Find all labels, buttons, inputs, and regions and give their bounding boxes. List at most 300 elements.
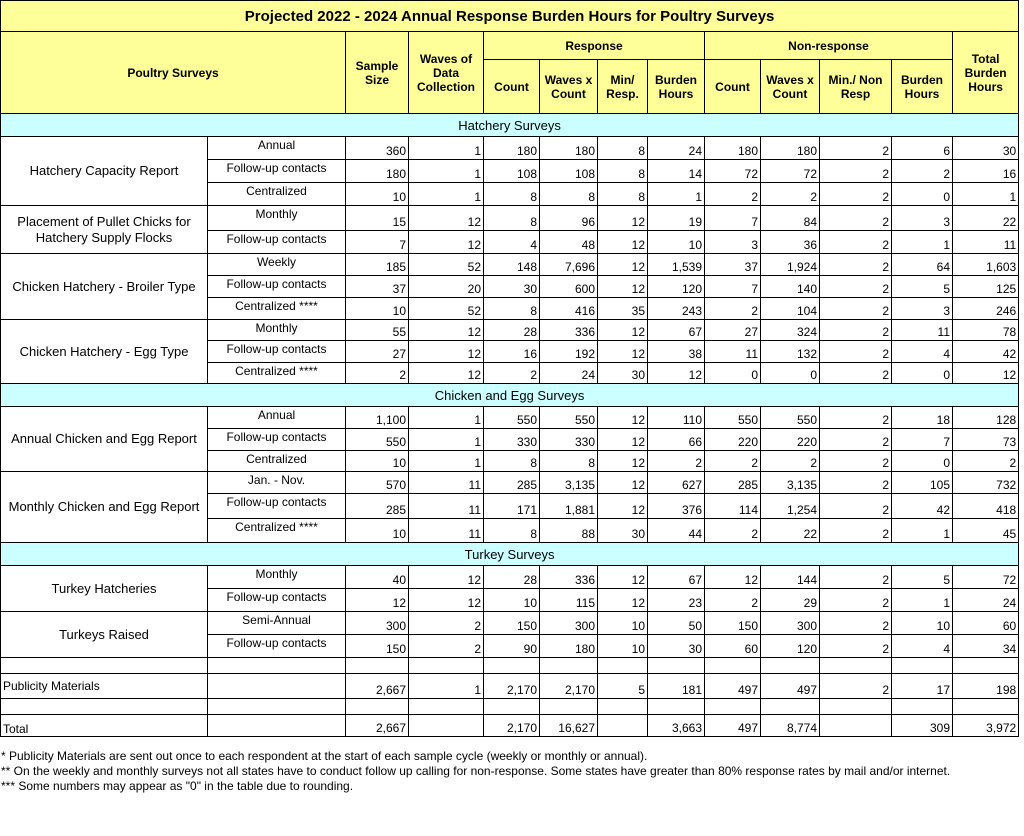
section-row <box>1 384 1019 407</box>
survey-frequency: Follow-up contacts <box>208 494 346 519</box>
value-cell: 150 <box>346 635 409 658</box>
empty-cell <box>953 699 1019 715</box>
empty-cell <box>761 699 820 715</box>
value-cell: 19 <box>648 206 705 231</box>
value-cell: 144 <box>761 566 820 589</box>
survey-frequency: Follow-up contacts <box>208 231 346 254</box>
value-cell: 18 <box>892 407 953 429</box>
value-cell: 220 <box>705 429 761 451</box>
value-cell: 12 <box>598 589 648 612</box>
header-poultry-surveys: Poultry Surveys <box>1 32 346 114</box>
value-cell: 300 <box>540 612 598 635</box>
empty-cell <box>208 715 346 737</box>
value-cell: 1 <box>892 231 953 254</box>
value-cell: 67 <box>648 566 705 589</box>
value-cell: 38 <box>648 341 705 363</box>
footnote-1: * Publicity Materials are sent out once to each respondent at the start of each sample cycle (weekly or monthly or annual). <box>1 749 648 763</box>
empty-cell <box>820 699 892 715</box>
value-cell: 309 <box>892 715 953 737</box>
value-cell: 0 <box>892 363 953 384</box>
value-cell: 5 <box>892 566 953 589</box>
empty-cell <box>540 658 598 674</box>
table-row <box>1 320 1019 341</box>
value-cell: 336 <box>540 566 598 589</box>
empty-cell <box>540 699 598 715</box>
value-cell: 72 <box>953 566 1019 589</box>
value-cell: 2 <box>820 612 892 635</box>
value-cell: 497 <box>705 674 761 699</box>
value-cell: 2 <box>820 635 892 658</box>
value-cell: 108 <box>484 160 540 183</box>
value-cell: 2 <box>820 566 892 589</box>
value-cell: 2 <box>820 519 892 543</box>
value-cell: 600 <box>540 276 598 298</box>
value-cell: 2 <box>705 451 761 472</box>
value-cell: 110 <box>648 407 705 429</box>
survey-frequency: Follow-up contacts <box>208 589 346 612</box>
header-min-non-resp: Min./ Non Resp <box>820 60 892 114</box>
value-cell: 2 <box>820 363 892 384</box>
value-cell: 22 <box>953 206 1019 231</box>
table-row <box>1 137 1019 160</box>
table-title: Projected 2022 - 2024 Annual Response Burden Hours for Poultry Surveys <box>1 1 1019 32</box>
value-cell <box>409 715 484 737</box>
value-cell: 4 <box>892 341 953 363</box>
value-cell: 17 <box>892 674 953 699</box>
value-cell: 2 <box>761 183 820 206</box>
value-cell: 550 <box>540 407 598 429</box>
survey-frequency: Annual <box>208 407 346 429</box>
value-cell: 324 <box>761 320 820 341</box>
value-cell: 0 <box>892 183 953 206</box>
total-row <box>1 715 1019 737</box>
value-cell: 7 <box>705 276 761 298</box>
value-cell: 108 <box>540 160 598 183</box>
value-cell: 7 <box>892 429 953 451</box>
empty-cell <box>1 699 208 715</box>
value-cell: 300 <box>346 612 409 635</box>
empty-cell <box>346 699 409 715</box>
header-non-response: Non-response <box>705 32 953 60</box>
value-cell: 1,254 <box>761 494 820 519</box>
survey-name: Annual Chicken and Egg Report <box>1 407 208 472</box>
blank-row <box>1 658 1019 674</box>
value-cell: 27 <box>705 320 761 341</box>
value-cell: 12 <box>409 231 484 254</box>
value-cell: 34 <box>953 635 1019 658</box>
value-cell: 418 <box>953 494 1019 519</box>
value-cell: 2 <box>820 298 892 320</box>
value-cell: 2 <box>705 519 761 543</box>
value-cell: 16 <box>484 341 540 363</box>
publicity-label: Publicity Materials <box>1 674 208 699</box>
value-cell: 11 <box>892 320 953 341</box>
value-cell: 6 <box>892 137 953 160</box>
value-cell: 7,696 <box>540 254 598 276</box>
value-cell: 220 <box>761 429 820 451</box>
empty-cell <box>648 699 705 715</box>
survey-frequency: Follow-up contacts <box>208 429 346 451</box>
value-cell: 52 <box>409 298 484 320</box>
value-cell: 2 <box>346 363 409 384</box>
header-count: Count <box>484 60 540 114</box>
value-cell: 8 <box>598 160 648 183</box>
footnotes <box>1 749 1019 794</box>
value-cell: 30 <box>598 363 648 384</box>
value-cell: 64 <box>892 254 953 276</box>
value-cell: 90 <box>484 635 540 658</box>
value-cell: 96 <box>540 206 598 231</box>
value-cell: 2 <box>705 589 761 612</box>
value-cell: 125 <box>953 276 1019 298</box>
value-cell: 181 <box>648 674 705 699</box>
value-cell: 4 <box>484 231 540 254</box>
value-cell: 20 <box>409 276 484 298</box>
section-header-hatchery: Hatchery Surveys <box>1 114 1019 137</box>
value-cell: 376 <box>648 494 705 519</box>
value-cell: 2 <box>484 363 540 384</box>
value-cell: 8 <box>484 183 540 206</box>
value-cell: 2,667 <box>346 674 409 699</box>
value-cell: 14 <box>648 160 705 183</box>
value-cell: 2 <box>820 472 892 494</box>
value-cell: 3,972 <box>953 715 1019 737</box>
value-cell: 5 <box>892 276 953 298</box>
value-cell <box>598 715 648 737</box>
table-row <box>1 612 1019 635</box>
value-cell: 120 <box>648 276 705 298</box>
value-cell: 132 <box>761 341 820 363</box>
value-cell: 4 <box>892 635 953 658</box>
value-cell: 3 <box>892 206 953 231</box>
value-cell: 60 <box>953 612 1019 635</box>
empty-cell <box>208 699 346 715</box>
empty-cell <box>208 674 346 699</box>
value-cell: 114 <box>705 494 761 519</box>
value-cell: 185 <box>346 254 409 276</box>
value-cell: 60 <box>705 635 761 658</box>
value-cell: 30 <box>598 519 648 543</box>
value-cell: 1,924 <box>761 254 820 276</box>
value-cell: 0 <box>892 451 953 472</box>
survey-frequency: Monthly <box>208 320 346 341</box>
empty-cell <box>761 658 820 674</box>
value-cell: 28 <box>484 566 540 589</box>
survey-frequency: Weekly <box>208 254 346 276</box>
value-cell: 12 <box>705 566 761 589</box>
value-cell: 2 <box>409 612 484 635</box>
value-cell: 1 <box>409 429 484 451</box>
value-cell: 2,170 <box>484 674 540 699</box>
value-cell: 171 <box>484 494 540 519</box>
survey-frequency: Semi-Annual <box>208 612 346 635</box>
value-cell: 35 <box>598 298 648 320</box>
value-cell: 11 <box>409 519 484 543</box>
survey-frequency: Annual <box>208 137 346 160</box>
empty-cell <box>598 699 648 715</box>
value-cell: 2 <box>820 341 892 363</box>
footnote-3: *** Some numbers may appear as "0" in the table due to rounding. <box>1 779 354 793</box>
value-cell: 2 <box>820 137 892 160</box>
value-cell: 1 <box>953 183 1019 206</box>
value-cell: 12 <box>598 566 648 589</box>
empty-cell <box>892 658 953 674</box>
footnote-2: ** On the weekly and monthly surveys not all states have to conduct follow up calling for non-response. Some states have greater than 80% response rates by mail and/or internet. <box>1 764 951 778</box>
value-cell: 45 <box>953 519 1019 543</box>
value-cell: 330 <box>540 429 598 451</box>
value-cell: 8 <box>540 451 598 472</box>
empty-cell <box>484 699 540 715</box>
value-cell: 2 <box>705 298 761 320</box>
survey-frequency: Monthly <box>208 566 346 589</box>
value-cell: 48 <box>540 231 598 254</box>
value-cell: 12 <box>598 494 648 519</box>
value-cell: 3,663 <box>648 715 705 737</box>
value-cell: 12 <box>598 254 648 276</box>
value-cell: 12 <box>598 320 648 341</box>
value-cell: 7 <box>346 231 409 254</box>
value-cell: 497 <box>705 715 761 737</box>
value-cell: 50 <box>648 612 705 635</box>
value-cell: 12 <box>409 566 484 589</box>
value-cell: 3,135 <box>540 472 598 494</box>
value-cell: 2,170 <box>540 674 598 699</box>
value-cell: 2 <box>820 206 892 231</box>
survey-frequency: Centralized **** <box>208 298 346 320</box>
value-cell: 11 <box>409 494 484 519</box>
value-cell: 30 <box>648 635 705 658</box>
value-cell: 15 <box>346 206 409 231</box>
value-cell: 8 <box>484 451 540 472</box>
value-cell: 2 <box>409 635 484 658</box>
section-row <box>1 543 1019 566</box>
value-cell: 2 <box>953 451 1019 472</box>
survey-frequency: Follow-up contacts <box>208 341 346 363</box>
value-cell: 550 <box>705 407 761 429</box>
value-cell: 243 <box>648 298 705 320</box>
value-cell: 285 <box>705 472 761 494</box>
survey-frequency: Centralized <box>208 183 346 206</box>
value-cell: 140 <box>761 276 820 298</box>
value-cell: 2 <box>820 320 892 341</box>
header-nr-waves-x-count: Waves x Count <box>761 60 820 114</box>
value-cell: 11 <box>409 472 484 494</box>
value-cell: 336 <box>540 320 598 341</box>
value-cell: 12 <box>409 206 484 231</box>
value-cell: 8 <box>598 183 648 206</box>
value-cell: 8 <box>598 137 648 160</box>
table-row <box>1 254 1019 276</box>
value-cell: 10 <box>346 519 409 543</box>
value-cell: 44 <box>648 519 705 543</box>
value-cell: 12 <box>409 341 484 363</box>
value-cell: 1 <box>409 183 484 206</box>
empty-cell <box>409 658 484 674</box>
empty-cell <box>705 658 761 674</box>
section-header-turkey: Turkey Surveys <box>1 543 1019 566</box>
value-cell: 148 <box>484 254 540 276</box>
value-cell: 84 <box>761 206 820 231</box>
header-response: Response <box>484 32 705 60</box>
survey-name: Chicken Hatchery - Broiler Type <box>1 254 208 320</box>
table-row <box>1 472 1019 494</box>
value-cell: 2 <box>820 407 892 429</box>
empty-cell <box>892 699 953 715</box>
value-cell: 2 <box>820 183 892 206</box>
value-cell: 2 <box>820 276 892 298</box>
value-cell: 0 <box>761 363 820 384</box>
value-cell: 497 <box>761 674 820 699</box>
value-cell: 285 <box>484 472 540 494</box>
value-cell: 1 <box>409 674 484 699</box>
empty-cell <box>648 658 705 674</box>
value-cell: 180 <box>346 160 409 183</box>
value-cell: 128 <box>953 407 1019 429</box>
value-cell: 73 <box>953 429 1019 451</box>
survey-name: Placement of Pullet Chicks for Hatchery Supply Flocks <box>1 206 208 254</box>
survey-frequency: Centralized <box>208 451 346 472</box>
value-cell: 8 <box>540 183 598 206</box>
value-cell: 1 <box>892 589 953 612</box>
value-cell: 16,627 <box>540 715 598 737</box>
empty-cell <box>1 658 208 674</box>
value-cell: 246 <box>953 298 1019 320</box>
value-cell: 1 <box>648 183 705 206</box>
value-cell: 11 <box>705 341 761 363</box>
value-cell: 2 <box>648 451 705 472</box>
value-cell: 52 <box>409 254 484 276</box>
value-cell: 88 <box>540 519 598 543</box>
header-min-resp: Min/ Resp. <box>598 60 648 114</box>
value-cell: 23 <box>648 589 705 612</box>
value-cell: 2 <box>820 231 892 254</box>
empty-cell <box>598 658 648 674</box>
value-cell: 12 <box>598 407 648 429</box>
survey-name: Turkey Hatcheries <box>1 566 208 612</box>
value-cell: 72 <box>761 160 820 183</box>
value-cell: 1 <box>409 137 484 160</box>
value-cell: 8,774 <box>761 715 820 737</box>
value-cell: 12 <box>598 451 648 472</box>
value-cell: 150 <box>484 612 540 635</box>
value-cell: 105 <box>892 472 953 494</box>
value-cell: 1 <box>409 160 484 183</box>
value-cell: 12 <box>409 589 484 612</box>
value-cell: 2 <box>892 160 953 183</box>
value-cell: 7 <box>705 206 761 231</box>
value-cell: 28 <box>484 320 540 341</box>
value-cell <box>820 715 892 737</box>
value-cell: 115 <box>540 589 598 612</box>
value-cell: 285 <box>346 494 409 519</box>
value-cell: 12 <box>598 206 648 231</box>
value-cell: 1 <box>409 451 484 472</box>
value-cell: 5 <box>598 674 648 699</box>
value-cell: 10 <box>598 612 648 635</box>
survey-name: Chicken Hatchery - Egg Type <box>1 320 208 384</box>
value-cell: 12 <box>598 472 648 494</box>
survey-name: Monthly Chicken and Egg Report <box>1 472 208 543</box>
empty-cell <box>346 658 409 674</box>
value-cell: 30 <box>484 276 540 298</box>
value-cell: 1,539 <box>648 254 705 276</box>
empty-cell <box>953 658 1019 674</box>
value-cell: 2 <box>820 494 892 519</box>
table-row <box>1 407 1019 429</box>
empty-cell <box>409 699 484 715</box>
value-cell: 12 <box>598 276 648 298</box>
value-cell: 72 <box>705 160 761 183</box>
value-cell: 12 <box>409 363 484 384</box>
value-cell: 12 <box>409 320 484 341</box>
value-cell: 10 <box>648 231 705 254</box>
value-cell: 40 <box>346 566 409 589</box>
value-cell: 550 <box>761 407 820 429</box>
value-cell: 10 <box>598 635 648 658</box>
value-cell: 3 <box>705 231 761 254</box>
value-cell: 2 <box>820 589 892 612</box>
value-cell: 2 <box>820 674 892 699</box>
total-label: Total <box>1 715 208 737</box>
value-cell: 27 <box>346 341 409 363</box>
value-cell: 120 <box>761 635 820 658</box>
value-cell: 2 <box>705 183 761 206</box>
value-cell: 12 <box>598 231 648 254</box>
header-waves-x-count: Waves x Count <box>540 60 598 114</box>
empty-cell <box>208 658 346 674</box>
table-row <box>1 566 1019 589</box>
value-cell: 2,667 <box>346 715 409 737</box>
value-cell: 180 <box>484 137 540 160</box>
empty-cell <box>820 658 892 674</box>
value-cell: 10 <box>346 298 409 320</box>
header-sample-size: Sample Size <box>346 32 409 114</box>
value-cell: 8 <box>484 519 540 543</box>
value-cell: 37 <box>705 254 761 276</box>
survey-frequency: Centralized **** <box>208 519 346 543</box>
value-cell: 1 <box>409 407 484 429</box>
value-cell: 10 <box>484 589 540 612</box>
value-cell: 12 <box>953 363 1019 384</box>
value-cell: 1 <box>892 519 953 543</box>
value-cell: 330 <box>484 429 540 451</box>
value-cell: 1,881 <box>540 494 598 519</box>
value-cell: 2 <box>761 451 820 472</box>
value-cell: 10 <box>892 612 953 635</box>
value-cell: 180 <box>705 137 761 160</box>
survey-frequency: Jan. - Nov. <box>208 472 346 494</box>
value-cell: 12 <box>598 341 648 363</box>
value-cell: 416 <box>540 298 598 320</box>
value-cell: 360 <box>346 137 409 160</box>
value-cell: 24 <box>648 137 705 160</box>
value-cell: 12 <box>346 589 409 612</box>
value-cell: 66 <box>648 429 705 451</box>
value-cell: 570 <box>346 472 409 494</box>
value-cell: 198 <box>953 674 1019 699</box>
value-cell: 2,170 <box>484 715 540 737</box>
value-cell: 42 <box>892 494 953 519</box>
value-cell: 24 <box>540 363 598 384</box>
value-cell: 0 <box>705 363 761 384</box>
value-cell: 1,100 <box>346 407 409 429</box>
value-cell: 16 <box>953 160 1019 183</box>
value-cell: 12 <box>648 363 705 384</box>
section-row <box>1 114 1019 137</box>
empty-cell <box>484 658 540 674</box>
value-cell: 42 <box>953 341 1019 363</box>
value-cell: 11 <box>953 231 1019 254</box>
